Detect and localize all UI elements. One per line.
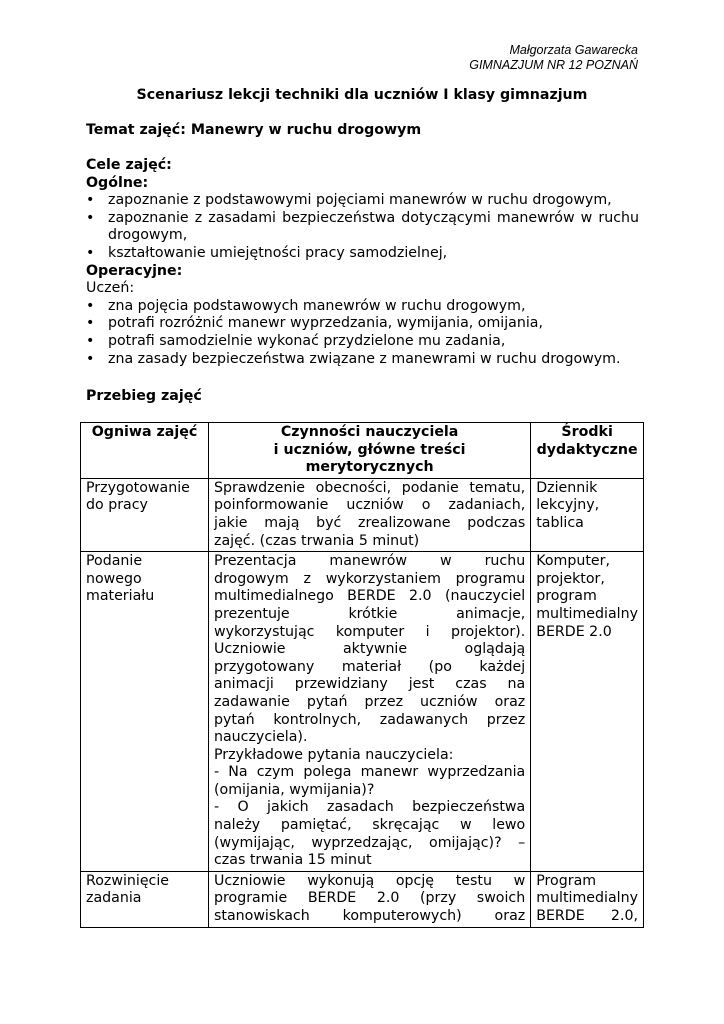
author-name: Małgorzata Gawarecka [509, 43, 638, 57]
means-cell [531, 478, 644, 551]
table-row [81, 478, 644, 551]
activity-line: multimedialnego BERDE 2.0 (nauczyciel [214, 588, 526, 605]
header-activity-line: i uczniów, główne treści [273, 441, 466, 458]
activity-line: prezentuje krótkie animacje, [214, 605, 526, 622]
header-means [531, 423, 644, 479]
table-row [81, 871, 644, 927]
goals-section [86, 157, 639, 368]
activity-line: pytań kontrolnych, zadawanych przez [214, 711, 526, 728]
header-activity-line: Czynności nauczyciela [280, 424, 459, 440]
means-line: multimedialny [536, 605, 638, 622]
operational-goals-heading: Operacyjne: [86, 262, 183, 279]
activity-line: czas trwania 15 minut [214, 852, 372, 869]
operational-goals-list [86, 298, 639, 368]
list-item: • potrafi rozróżnić manewr wyprzedzania, wymijania, omijania, [86, 315, 639, 333]
activity-line: Uczniowie aktywnie oglądają [214, 641, 526, 658]
means-cell [531, 552, 644, 872]
means-line: Program [536, 872, 597, 889]
activity-line: Sprawdzenie obecności, podanie tematu, [214, 479, 526, 496]
lesson-table [80, 422, 644, 928]
activity-line: programie BERDE 2.0 (przy swoich [214, 890, 526, 907]
activity-line: Prezentacja manewrów w ruchu [214, 553, 526, 570]
means-line: BERDE 2.0 [536, 623, 612, 640]
means-line: BERDE 2.0, [536, 908, 638, 925]
activity-cell [209, 552, 531, 872]
list-item: • zapoznanie z zasadami bezpieczeństwa dotyczącymi manewrów w ruchu drogowym, [86, 210, 639, 245]
activity-line: zajęć. (czas trwania 5 minut) [214, 532, 420, 549]
stage-line: Podanie [86, 553, 143, 570]
activity-line: - O jakich zasadach bezpieczeństwa [214, 799, 526, 816]
stage-line: Rozwinięcie [86, 872, 170, 889]
means-line: program [536, 588, 597, 605]
means-line: multimedialny [536, 890, 638, 907]
stage-cell [81, 552, 209, 872]
stage-cell [81, 871, 209, 927]
activity-line: Przykładowe pytania nauczyciela: [214, 746, 454, 763]
stage-line: materiału [86, 588, 155, 605]
activity-line: wykorzystując komputer i projektor). [214, 623, 526, 640]
stage-line: zadania [86, 890, 142, 907]
course-heading: Przebieg zajęć [86, 388, 202, 404]
activity-line: (wymijając, wyprzedzając, omijając)? – [214, 834, 526, 851]
activity-line: stanowiskach komputerowych) oraz [214, 908, 526, 925]
activity-line: zadawanie pytań przez uczniów oraz [214, 693, 526, 710]
stage-line: Przygotowanie [86, 479, 190, 496]
activity-cell [209, 478, 531, 551]
stage-line: do pracy [86, 497, 148, 514]
means-line: Dziennik [536, 479, 598, 496]
activity-line: - Na czym polega manewr wyprzedzania [214, 764, 526, 781]
table-header-row [81, 423, 644, 479]
document-title: Scenariusz lekcji techniki dla uczniów I klasy gimnazjum [136, 87, 588, 103]
means-line: lekcyjny, [536, 497, 600, 514]
header-activity-line: merytorycznych [305, 459, 434, 476]
general-goals-list [86, 192, 639, 262]
means-cell [531, 871, 644, 927]
general-goals-heading: Ogólne: [86, 174, 149, 191]
activity-line: nauczyciela). [214, 729, 308, 746]
activity-cell [209, 871, 531, 927]
list-item: • zapoznanie z podstawowymi pojęciami manewrów w ruchu drogowym, [86, 192, 639, 210]
stage-cell [81, 478, 209, 551]
means-line: tablica [536, 514, 584, 531]
activity-line: należy pamiętać, skręcając w lewo [214, 817, 526, 834]
activity-line: drogowym z wykorzystaniem programu [214, 570, 526, 587]
student-label: Uczeń: [86, 280, 135, 297]
header-stage: Ogniwa zajęć [81, 423, 209, 479]
table-row [81, 552, 644, 872]
stage-line: nowego [86, 570, 142, 587]
author-block [469, 43, 638, 73]
activity-line: Uczniowie wykonują opcję testu w [214, 872, 526, 889]
list-item: • zna pojęcia podstawowych manewrów w ruchu drogowym, [86, 298, 639, 316]
header-activity [209, 423, 531, 479]
list-item: • potrafi samodzielnie wykonać przydzielone mu zadania, [86, 333, 639, 351]
means-line: Komputer, [536, 553, 610, 570]
means-line: projektor, [536, 570, 605, 587]
lesson-topic: Temat zajęć: Manewry w ruchu drogowym [86, 122, 422, 138]
goals-heading: Cele zajęć: [86, 157, 172, 173]
activity-line: poinformowanie uczniów o zadaniach, [214, 497, 526, 514]
list-item: • zna zasady bezpieczeństwa związane z manewrami w ruchu drogowym. [86, 351, 639, 369]
activity-line: przygotowany materiał (po każdej [214, 658, 526, 675]
activity-line: (omijania, wymijania)? [214, 781, 375, 798]
list-item: • kształtowanie umiejętności pracy samodzielnej, [86, 245, 639, 263]
school-name: GIMNAZJUM NR 12 POZNAŃ [469, 58, 638, 72]
header-means-line: dydaktyczne [536, 441, 638, 458]
activity-line: jakie mają być zrealizowane podczas [214, 514, 526, 531]
activity-line: animacji przewidziany jest czas na [214, 676, 526, 693]
header-means-line: Środki [561, 424, 613, 440]
